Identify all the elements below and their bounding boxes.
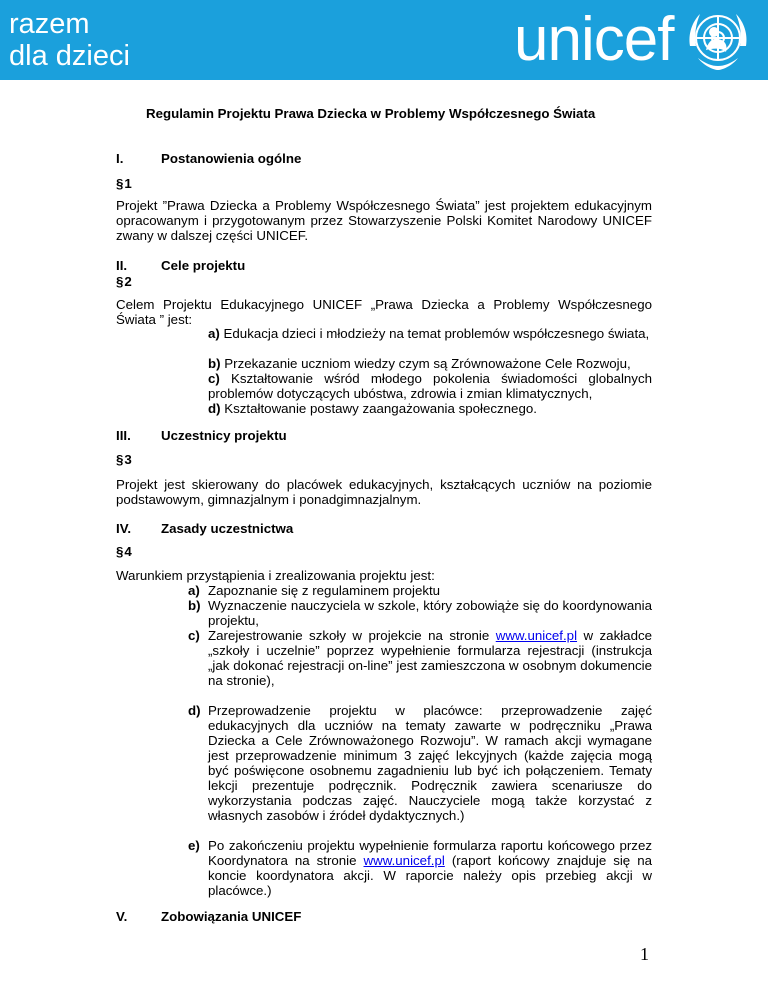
goal-item-b [208, 356, 652, 371]
section-5-title: Zobowiązania UNICEF [161, 909, 302, 924]
tagline [9, 8, 130, 72]
section-1-number: I. [116, 151, 124, 166]
unicef-logo-text: unicef [514, 5, 674, 74]
section-3-number: III. [116, 428, 131, 443]
rule-item-b-label: b) [188, 598, 201, 613]
goal-item-a-label: a) [208, 326, 220, 341]
rule-item-e [188, 838, 652, 898]
goal-item-d-text: Kształtowanie postawy zaangażowania społecznego. [224, 401, 537, 416]
section-2-number: II. [116, 258, 128, 273]
section-3-title: Uczestnicy projektu [161, 428, 287, 443]
goal-item-a [208, 326, 652, 341]
section-4-number: IV. [116, 521, 132, 536]
paragraph-3-mark: §3 [116, 452, 133, 467]
tagline-line1: razem [9, 8, 90, 40]
rule-item-c-text-post: w zakładce „szkoły i uczelnie” poprzez wypełnienie formularza rejestracji (instrukcja „jak dokonać rejestracji on-line” jest zamieszczona w osobnym dokumencie na stronie), [208, 628, 653, 688]
section-5-number: V. [116, 909, 128, 924]
section-4-intro: Warunkiem przystąpienia i zrealizowania projektu jest: [116, 568, 435, 583]
unicef-report-link[interactable]: www.unicef.pl [363, 853, 445, 868]
rule-item-b-text: Wyznaczenie nauczyciela w szkole, który zobowiąże się do koordynowania projektu, [208, 598, 652, 628]
rule-item-d-label: d) [188, 703, 201, 718]
unicef-emblem-icon [684, 6, 752, 74]
goal-item-c-text: Kształtowanie wśród młodego pokolenia świadomości globalnych problemów dotyczących ubóstwa, zdrowia i zmian klimatycznych, [208, 371, 652, 401]
rule-item-a-label: a) [188, 583, 200, 598]
header-banner [0, 0, 768, 80]
goal-item-d [208, 401, 652, 416]
page-number: 1 [640, 944, 649, 964]
paragraph-2-mark: §2 [116, 274, 133, 289]
rule-item-d-text: Przeprowadzenie projektu w placówce: przeprowadzenie zajęć edukacyjnych dla uczniów na tematy zawarte w podręczniku „Prawa Dziecka a Cele Zrównoważonego Rozwoju”. W ramach akcji wymagane jest przeprowadzenie minimum 3 zajęć lekcyjnych (każde zajęcia mogą być poświęcone osobnemu zagadnieniu lub być ich połączeniem. Tematy lekcji prezentuje podręcznik. Podręcznik zawiera scenariusze do wykorzystania podczas zajęć. Nauczyciele mogą także korzystać z własnych zasobów i źródeł dydaktycznych.) [208, 703, 652, 823]
rule-item-a [188, 583, 652, 598]
rule-item-e-body [208, 838, 652, 898]
goal-item-a-text: Edukacja dzieci i młodzieży na temat problemów współczesnego świata, [223, 326, 650, 341]
unicef-website-link[interactable]: www.unicef.pl [495, 628, 578, 643]
rule-item-e-text-post: (raport końcowy znajduje się na koncie koordynatora akcji. W raporcie należy opis przebieg akcji w placówce.) [208, 853, 652, 898]
rule-item-c [188, 628, 652, 688]
section-2-title: Cele projektu [161, 258, 246, 273]
goal-item-b-label: b) [208, 356, 221, 371]
goal-item-c [208, 371, 652, 401]
section-3-text: Projekt jest skierowany do placówek edukacyjnych, kształcących uczniów na poziomie podstawowym, gimnazjalnym i ponadgimnazjalnym. [116, 477, 652, 507]
tagline-line2: dla dzieci [9, 40, 130, 72]
goal-item-b-text: Przekazanie uczniom wiedzy czym są Zrównoważone Cele Rozwoju, [224, 356, 631, 371]
section-1-text: Projekt ”Prawa Dziecka a Problemy Współczesnego Świata” jest projektem edukacyjnym opracowanym i przygotowanym przez Stowarzyszenie Polski Komitet Narodowy UNICEF zwany w dalszej części UNICEF. [116, 198, 652, 243]
rule-item-e-text-pre: Po zakończeniu projektu wypełnienie formularza raportu końcowego przez Koordynatora na stronie [208, 838, 652, 868]
document-title: Regulamin Projektu Prawa Dziecka w Problemy Współczesnego Świata [146, 106, 596, 121]
rule-item-c-text-pre: Zarejestrowanie szkoły w projekcie na stronie [208, 628, 490, 643]
section-2-intro: Celem Projektu Edukacyjnego UNICEF „Prawa Dziecka a Problemy Współczesnego Świata ” jest: [116, 297, 652, 327]
rule-item-c-label: c) [188, 628, 200, 643]
paragraph-4-mark: §4 [116, 544, 133, 559]
paragraph-1-mark: §1 [116, 176, 133, 191]
rule-item-b [188, 598, 652, 628]
rule-item-d [188, 703, 652, 823]
goal-item-c-label: c) [208, 371, 220, 386]
section-4-title: Zasady uczestnictwa [161, 521, 294, 536]
goal-item-d-label: d) [208, 401, 221, 416]
rule-item-a-text: Zapoznanie się z regulaminem projektu [208, 583, 441, 598]
section-1-title: Postanowienia ogólne [161, 151, 302, 166]
rule-item-c-body [208, 628, 652, 688]
rule-item-e-label: e) [188, 838, 200, 853]
